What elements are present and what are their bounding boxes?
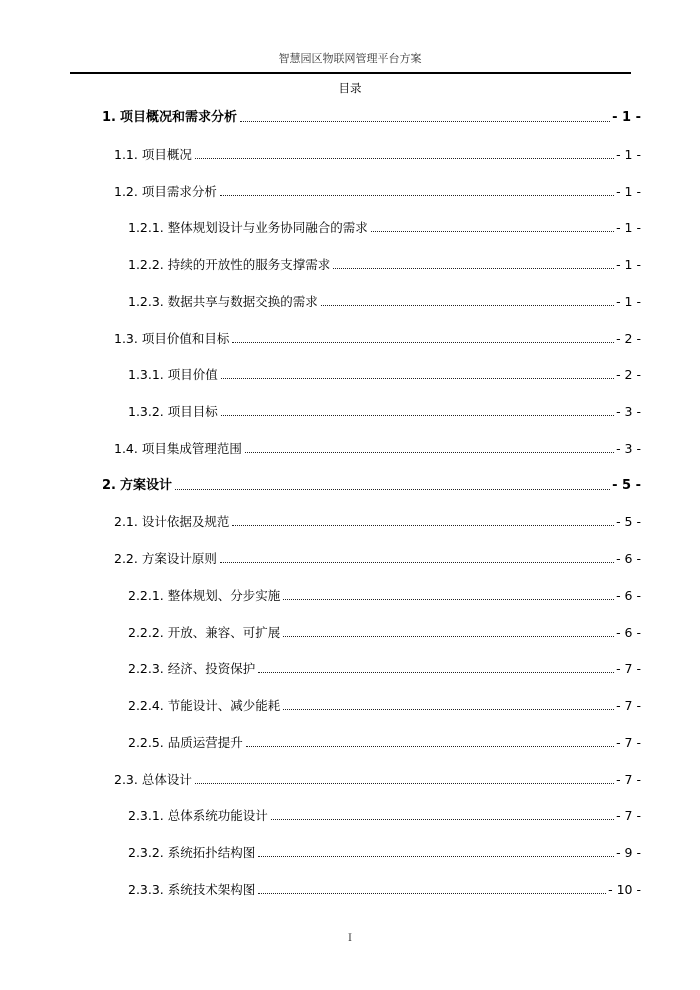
toc-dot-leader: [220, 195, 614, 196]
toc-entry-page: - 7 -: [616, 808, 641, 824]
toc-entry-page: - 5 -: [612, 477, 641, 493]
toc-entry-number: 2.1.: [114, 514, 138, 530]
toc-entry-number: 2.: [102, 477, 116, 493]
toc-entry-number: 2.3.2.: [128, 845, 164, 860]
toc-entry-page: - 2 -: [616, 330, 641, 346]
running-header: 智慧园区物联网管理平台方案: [278, 52, 422, 65]
toc-dot-leader: [245, 452, 614, 453]
toc-entry[interactable]: [128, 290, 641, 310]
toc-entry-title: 设计依据及规范: [141, 514, 230, 530]
toc-entry-page: - 2 -: [616, 367, 641, 383]
toc-entry-title: 项目概况: [141, 146, 192, 162]
toc-entry[interactable]: [128, 363, 641, 383]
toc-entry[interactable]: [114, 143, 641, 163]
toc-dot-leader: [195, 158, 614, 159]
toc-dot-leader: [283, 709, 614, 710]
toc-entry[interactable]: [128, 657, 641, 677]
toc-entry[interactable]: [128, 694, 641, 714]
toc-entry-title: 方案设计: [119, 477, 172, 493]
toc-entry-page: - 1 -: [616, 146, 641, 162]
toc-entry-title: 项目概况和需求分析: [119, 110, 237, 125]
toc-entry[interactable]: [102, 106, 641, 126]
toc-entry-page: - 3 -: [616, 404, 641, 419]
toc-entry-number: 1.: [102, 110, 116, 125]
toc-dot-leader: [175, 489, 610, 490]
toc-entry-number: 2.2.: [114, 551, 138, 566]
toc-entry-number: 2.2.1.: [128, 587, 164, 603]
toc-entry[interactable]: [114, 180, 641, 200]
toc-entry-page: - 7 -: [616, 771, 641, 787]
toc-entry-page: - 6 -: [616, 587, 641, 603]
toc-entry-title: 整体规划、分步实施: [167, 587, 281, 603]
toc-entry-number: 2.2.2.: [128, 624, 164, 640]
toc-entry-number: 1.1.: [114, 146, 138, 162]
toc-entry-page: - 9 -: [616, 845, 641, 860]
toc-dot-leader: [220, 562, 614, 563]
toc-dot-leader: [232, 525, 614, 526]
toc-entry-number: 2.3.3.: [128, 881, 164, 897]
toc-entry[interactable]: [114, 768, 641, 788]
toc-entry-number: 1.2.1.: [128, 220, 164, 236]
toc-entry-page: - 3 -: [616, 440, 641, 456]
toc-entry-page: - 1 -: [616, 257, 641, 272]
toc-entry-page: - 1 -: [612, 110, 641, 125]
toc-entry-number: 1.3.2.: [128, 404, 164, 419]
toc-dot-leader: [195, 783, 614, 784]
toc-entry[interactable]: [128, 841, 641, 861]
toc-dot-leader: [258, 856, 614, 857]
toc-entry[interactable]: [128, 253, 641, 273]
toc-entry-page: - 7 -: [616, 734, 641, 750]
toc-entry-title: 系统技术架构图: [167, 881, 256, 897]
toc-entry[interactable]: [114, 437, 641, 457]
toc-entry-page: - 6 -: [616, 624, 641, 640]
toc-entry-title: 总体设计: [141, 771, 192, 787]
toc-entry-title: 经济、投资保护: [167, 661, 256, 677]
toc-entry-number: 1.2.: [114, 183, 138, 199]
toc-entry[interactable]: [114, 510, 641, 530]
toc-entry-number: 1.4.: [114, 440, 138, 456]
toc-dot-leader: [221, 378, 614, 379]
toc-entry[interactable]: [102, 474, 641, 494]
toc-dot-leader: [283, 599, 614, 600]
toc-entry-number: 1.2.3.: [128, 293, 164, 309]
toc-entry-number: 2.3.: [114, 771, 138, 787]
toc-entry-page: - 1 -: [616, 293, 641, 309]
toc-entry-title: 持续的开放性的服务支撑需求: [167, 257, 331, 272]
toc-entry-page: - 6 -: [616, 551, 641, 566]
toc-entry-title: 方案设计原则: [141, 551, 217, 566]
toc-entry-title: 系统拓扑结构图: [167, 845, 256, 860]
toc-dot-leader: [283, 636, 614, 637]
toc-dot-leader: [333, 268, 614, 269]
toc-dot-leader: [321, 305, 614, 306]
toc-entry[interactable]: [114, 547, 641, 567]
toc-entry-number: 1.3.: [114, 330, 138, 346]
toc-entry-number: 2.2.3.: [128, 661, 164, 677]
toc-entry[interactable]: [128, 804, 641, 824]
toc-entry-title: 总体系统功能设计: [167, 808, 268, 824]
toc-entry-page: - 5 -: [616, 514, 641, 530]
toc-dot-leader: [258, 893, 606, 894]
toc-entry-title: 项目需求分析: [141, 183, 217, 199]
toc-entry[interactable]: [128, 584, 641, 604]
page-number: I: [348, 933, 352, 944]
toc-dot-leader: [232, 342, 614, 343]
toc-entry-title: 项目集成管理范围: [141, 440, 242, 456]
toc-entry-page: - 1 -: [616, 220, 641, 236]
toc-entry-number: 1.2.2.: [128, 257, 164, 272]
toc-entry-title: 项目价值和目标: [141, 330, 230, 346]
toc-entry-title: 项目价值: [167, 367, 218, 383]
toc-entry-page: - 7 -: [616, 698, 641, 713]
toc-dot-leader: [246, 746, 614, 747]
toc-dot-leader: [271, 819, 614, 820]
toc-entry-title: 项目目标: [167, 404, 218, 419]
toc-entry-number: 2.2.4.: [128, 698, 164, 713]
toc-entry-title: 数据共享与数据交换的需求: [167, 293, 318, 309]
toc-dot-leader: [221, 415, 614, 416]
toc-title: 目录: [338, 81, 362, 95]
toc-entry-page: - 10 -: [608, 881, 641, 897]
toc-entry[interactable]: [128, 216, 641, 236]
toc-entry-title: 整体规划设计与业务协同融合的需求: [167, 220, 368, 236]
toc-dot-leader: [240, 121, 610, 122]
toc-entry-page: - 1 -: [616, 183, 641, 199]
toc-dot-leader: [371, 231, 614, 232]
toc-entry[interactable]: [114, 327, 641, 347]
toc-entry[interactable]: [128, 878, 641, 898]
toc-entry-number: 2.3.1.: [128, 808, 164, 824]
toc-entry-number: 1.3.1.: [128, 367, 164, 383]
toc-dot-leader: [258, 672, 614, 673]
toc-entry-title: 节能设计、减少能耗: [167, 698, 281, 713]
toc-entry[interactable]: [128, 621, 641, 641]
toc-entry-number: 2.2.5.: [128, 734, 164, 750]
toc-entry-title: 品质运营提升: [167, 734, 243, 750]
toc-entry[interactable]: [128, 400, 641, 420]
toc-entry-page: - 7 -: [616, 661, 641, 677]
toc-entry-title: 开放、兼容、可扩展: [167, 624, 281, 640]
toc-entry[interactable]: [128, 731, 641, 751]
